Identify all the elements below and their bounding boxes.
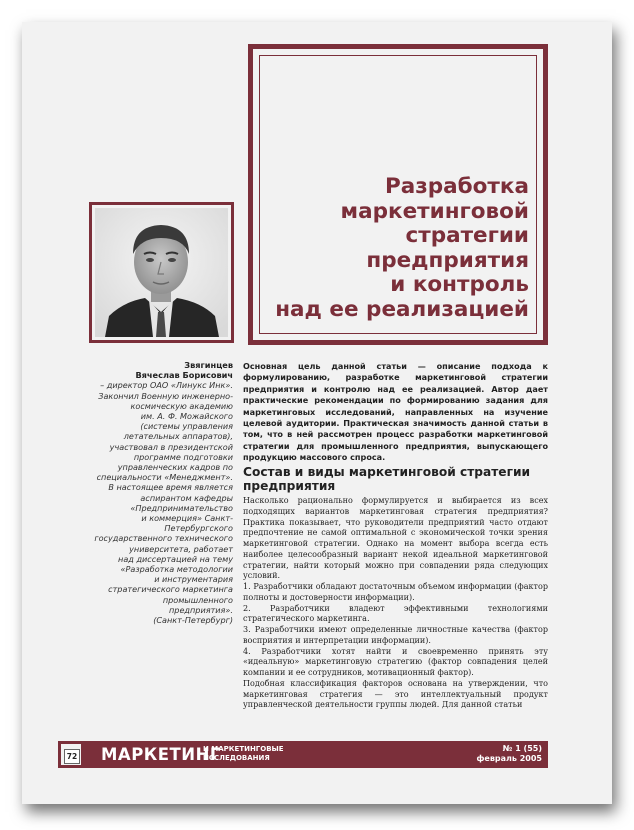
author-surname: Звягинцев — [184, 360, 233, 370]
article-lead: Основная цель данной статьи — описание подхода к формулированию, разработке маркетинговой стратегии предприятия и контролю над ее реализацией. Автор дает практические рекомендации по формированию задания для маркетинговых исследований, направленных на изучение целевой аудитории. Практическая значимость данной статьи в том, что в ней рассмотрен процесс разработки маркетинговой стратегии для промышленного предприятия, выпускающего продукцию массового спроса. — [243, 361, 548, 463]
magazine-brand-subtitle — [203, 745, 284, 762]
author-photo-frame — [89, 202, 234, 343]
title-line: Разработка — [384, 174, 529, 199]
author-given-names: Вячеслав Борисович — [135, 370, 233, 381]
bio-line: Петербургского — [164, 523, 233, 534]
page-number: 72 — [64, 749, 80, 764]
bio-line: «Разработка методологии — [120, 564, 233, 575]
bio-line: университета, работает — [129, 543, 233, 554]
bio-line: (системы управления — [140, 421, 233, 432]
bio-line: над диссертацией на тему — [118, 553, 233, 564]
article-body — [243, 496, 548, 711]
author-portrait-image — [95, 208, 228, 337]
bio-line: участвовал в президентской — [109, 441, 233, 452]
bio-line: управленческих кадров по — [117, 462, 233, 473]
section-heading: Состав и виды маркетинговой стратегии предприятия — [243, 465, 531, 493]
title-line: маркетинговой — [340, 198, 529, 224]
bio-line: В настоящее время является — [108, 482, 233, 493]
article-title — [269, 175, 529, 322]
body-paragraph: 3. Разработчики имеют определенные личностные качества (фактор восприятия и интерпретации информации). — [243, 625, 548, 645]
body-paragraph: 4. Разработчики хотят найти и своевременно принять эту «идеальную» маркетинговую стратегию (фактор совпадения целей компании и ее сотрудников, мотивационный фактор). — [243, 646, 548, 677]
bio-line: аспирантом кафедры — [140, 492, 233, 503]
body-paragraph: 1. Разработчики обладают достаточным объемом информации (фактор полноты и достоверности информации). — [243, 582, 548, 602]
bio-line: специальности «Менеджмент». — [96, 472, 233, 483]
page-number-box — [58, 741, 84, 768]
bio-line: космическую академию — [130, 400, 233, 411]
brand-sub-line: ИССЛЕДОВАНИЯ — [203, 753, 270, 762]
issue-date: февраль 2005 — [476, 754, 542, 763]
author-block — [92, 360, 233, 625]
bio-line: «Предпринимательство — [130, 502, 233, 513]
bio-line: государственного технического — [94, 533, 233, 544]
title-line: и контроль — [390, 272, 529, 297]
bio-line: летательных аппаратов), — [123, 431, 233, 442]
bio-line: и коммерция» Санкт- — [141, 513, 233, 524]
bio-line: промышленного — [162, 594, 233, 605]
bio-line: программе подготовки — [133, 451, 233, 462]
bio-line: и инструментария — [154, 574, 233, 585]
body-paragraph: 2. Разработчики владеют эффективными технологиями стратегического маркетинга. — [243, 603, 548, 624]
issue-info — [476, 744, 542, 764]
bio-line: им. А. Ф. Можайского — [140, 411, 233, 422]
brand-sub-line: И МАРКЕТИНГОВЫЕ — [203, 745, 284, 753]
bio-line: стратегического маркетинга — [108, 584, 233, 595]
bio-line: предприятия». — [169, 604, 233, 615]
author-bio — [92, 380, 233, 625]
title-frame — [248, 44, 548, 345]
bio-line: Закончил Военную инженерно- — [98, 390, 233, 401]
title-line: над ее реализацией — [275, 296, 529, 322]
bio-line: (Санкт-Петербург) — [153, 615, 233, 626]
issue-number: № 1 (55) — [502, 744, 542, 753]
author-photo — [95, 208, 228, 337]
magazine-brand: МАРКЕТИНГ — [101, 745, 221, 764]
title-line: предприятия — [366, 247, 529, 273]
bio-line: – директор ОАО «Линукс Инк». — [100, 380, 233, 391]
title-line: стратегии — [405, 223, 529, 248]
body-paragraph: Насколько рационально формулируется и выбирается из всех подходящих вариантов маркетинговая стратегия предприятия? Практика показывает, что руководители предприятий часто отдают предпочтение не самой оптимальной с экономической точки зрения маркетинговой стратегии. Однако на момент выбора всегда есть наиболее целесообразный вариант некой идеальной маркетинговой стратегии, найти который можно при совпадении ряда следующих условий. — [243, 496, 548, 581]
body-paragraph: Подобная классификация факторов основана на утверждении, что маркетинговая стратегия — это интеллектуальный продукт управленческой деятельности группы людей. Для данной статьи — [243, 678, 548, 710]
